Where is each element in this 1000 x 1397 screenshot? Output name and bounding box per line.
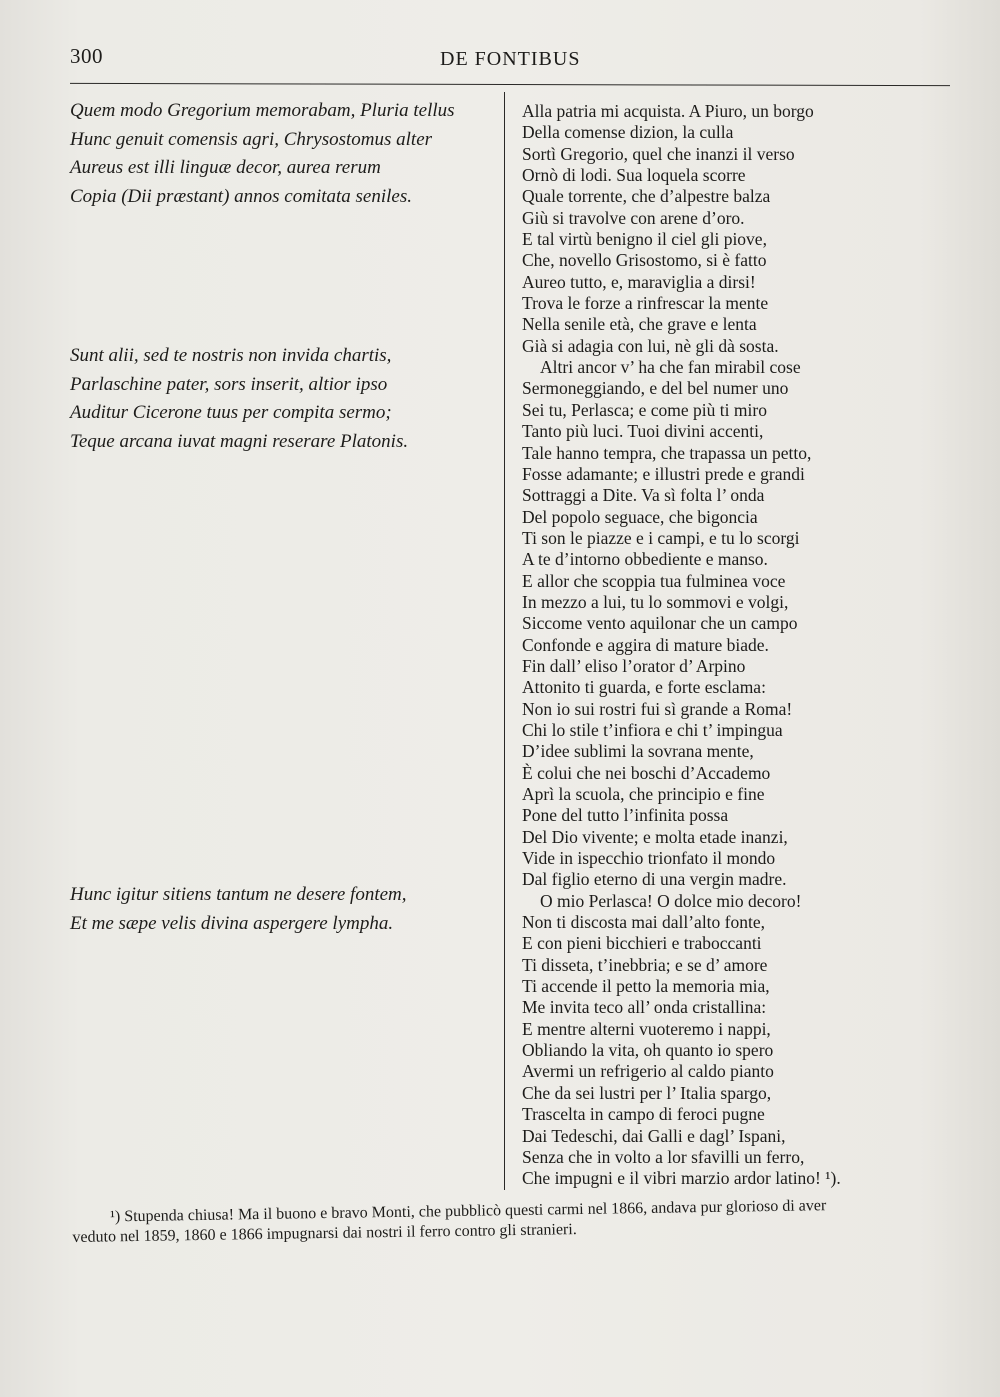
page-number: 300 — [70, 44, 103, 68]
italian-line: Vide in ispecchio trionfato il mondo — [522, 848, 776, 869]
italian-line: Sermoneggiando, e del bel numer uno — [522, 378, 789, 399]
italian-line: A te d’intorno obbediente e manso. — [522, 549, 768, 570]
italian-translation — [522, 101, 942, 1190]
italian-line: Fin dall’ eliso l’orator d’ Arpino — [522, 655, 746, 676]
italian-line: Pone del tutto l’infinita possa — [522, 805, 729, 826]
italian-line: In mezzo a lui, tu lo sommovi e volgi, — [522, 591, 789, 612]
italian-line: Sottraggi a Dite. Va sì folta l’ onda — [522, 485, 765, 506]
latin-line: Hunc igitur sitiens tantum ne desere fontem, — [70, 884, 407, 905]
italian-line: Non io sui rostri fui sì grande a Roma! — [522, 698, 793, 719]
italian-line: E con pieni bicchieri e traboccanti — [522, 933, 762, 954]
italian-line: Aprì la scuola, che principio e fine — [522, 784, 765, 804]
italian-line: Alla patria mi acquista. A Piuro, un borgo — [522, 101, 814, 121]
footnote-line: ¹) Stupenda chiusa! Ma il buono e bravo Monti, che pubblicò questi carmi nel 1866, andava pur glorioso di aver — [110, 1197, 827, 1226]
italian-line: Trova le forze a rinfrescar la mente — [522, 293, 769, 314]
italian-line: Attonito ti guarda, e forte esclama: — [522, 677, 766, 698]
italian-line: Che impugni e il vibri marzio ardor latino! ¹). — [522, 1168, 841, 1189]
italian-line: O mio Perlasca! O dolce mio decoro! — [540, 890, 802, 911]
italian-line: Senza che in volto a lor sfavilli un ferro, — [522, 1146, 805, 1167]
latin-stanza-3 — [70, 881, 500, 938]
footnote-line: veduto nel 1859, 1860 e 1866 impugnarsi dai nostri il ferro contro gli stranieri. — [72, 1221, 577, 1246]
latin-line: Hunc genuit comensis agri, Chrysostomus alter — [70, 128, 433, 150]
italian-line: Quale torrente, che d’alpestre balza — [522, 186, 771, 207]
italian-line: Aureo tutto, e, maraviglia a dirsi! — [522, 271, 756, 292]
latin-line: Parlaschine pater, sors inserit, altior ipso — [70, 373, 388, 395]
italian-line: Giù si travolve con arene d’oro. — [522, 207, 745, 228]
italian-line: Trascelta in campo di feroci pugne — [522, 1104, 765, 1125]
italian-line: Me invita teco all’ onda cristallina: — [522, 997, 767, 1018]
latin-line: Teque arcana iuvat magni reserare Platonis. — [70, 430, 409, 452]
italian-line: Altri ancor v’ ha che fan mirabil cose — [540, 357, 801, 378]
italian-line: Chi lo stile t’infiora e chi t’ impingua — [522, 719, 783, 740]
italian-line: D’idee sublimi la sovrana mente, — [522, 741, 754, 762]
italian-line: Siccome vento aquilonar che un campo — [522, 613, 798, 634]
running-title: DE FONTIBUS — [440, 48, 581, 70]
italian-line: Del Dio vivente; e molta etade inanzi, — [522, 826, 788, 847]
italian-line: Già si adagia con lui, nè gli dà sosta. — [522, 335, 779, 356]
italian-line: È colui che nei boschi d’Accademo — [522, 762, 771, 783]
italian-line: Tanto più luci. Tuoi divini accenti, — [522, 421, 764, 442]
latin-line: Quem modo Gregorium memorabam, Pluria tellus — [70, 100, 455, 121]
latin-line: Aureus est illi linguæ decor, aurea rerum — [70, 157, 381, 178]
italian-line: Del popolo seguace, che bigoncia — [522, 506, 758, 527]
italian-line: Sortì Gregorio, quel che inanzi il verso — [522, 143, 795, 164]
italian-line: Ti disseta, t’inebbria; e se d’ amore — [522, 954, 768, 975]
italian-line: Obliando la vita, oh quanto io spero — [522, 1040, 774, 1061]
italian-line: Confonde e aggira di mature biade. — [522, 634, 769, 655]
italian-line: Avermi un refrigerio al caldo pianto — [522, 1061, 774, 1082]
italian-line: Dai Tedeschi, dai Galli e dagl’ Ispani, — [522, 1125, 786, 1146]
italian-line: Che da sei lustri per l’ Italia spargo, — [522, 1082, 772, 1103]
latin-stanza-1 — [70, 97, 500, 211]
page-header — [70, 44, 950, 84]
latin-line: Auditur Cicerone tuus per compita sermo; — [70, 402, 392, 423]
italian-line: Ti accende il petto la memoria mia, — [522, 976, 770, 997]
italian-line: Nella senile età, che grave e lenta — [522, 314, 757, 335]
italian-line: E allor che scoppia tua fulminea voce — [522, 570, 786, 591]
italian-line: Dal figlio eterno di una vergin madre. — [522, 869, 787, 890]
latin-stanza-2 — [70, 342, 500, 456]
italian-line: Che, novello Grisostomo, si è fatto — [522, 250, 767, 271]
italian-line: Sei tu, Perlasca; e come più ti miro — [522, 399, 767, 420]
column-divider — [504, 92, 505, 1190]
italian-line: Fosse adamante; e illustri prede e grandi — [522, 463, 805, 484]
footnote — [72, 1194, 953, 1248]
italian-line: Ornò di lodi. Sua loquela scorre — [522, 165, 746, 186]
italian-line: Ti son le piazze e i campi, e tu lo scorgi — [522, 527, 800, 548]
latin-line: Sunt alii, sed te nostris non invida chartis, — [70, 345, 392, 366]
italian-line: Della comense dizion, la culla — [522, 122, 734, 143]
latin-line: Et me sæpe velis divina aspergere lympha. — [70, 912, 394, 934]
italian-line: Non ti discosta mai dall’alto fonte, — [522, 912, 766, 933]
italian-line: E tal virtù benigno il ciel gli piove, — [522, 229, 767, 250]
latin-line: Copia (Dii præstant) annos comitata seniles. — [70, 185, 412, 207]
italian-line: E mentre alterni vuoteremo i nappi, — [522, 1018, 771, 1039]
italian-line: Tale hanno tempra, che trapassa un petto, — [522, 442, 812, 463]
